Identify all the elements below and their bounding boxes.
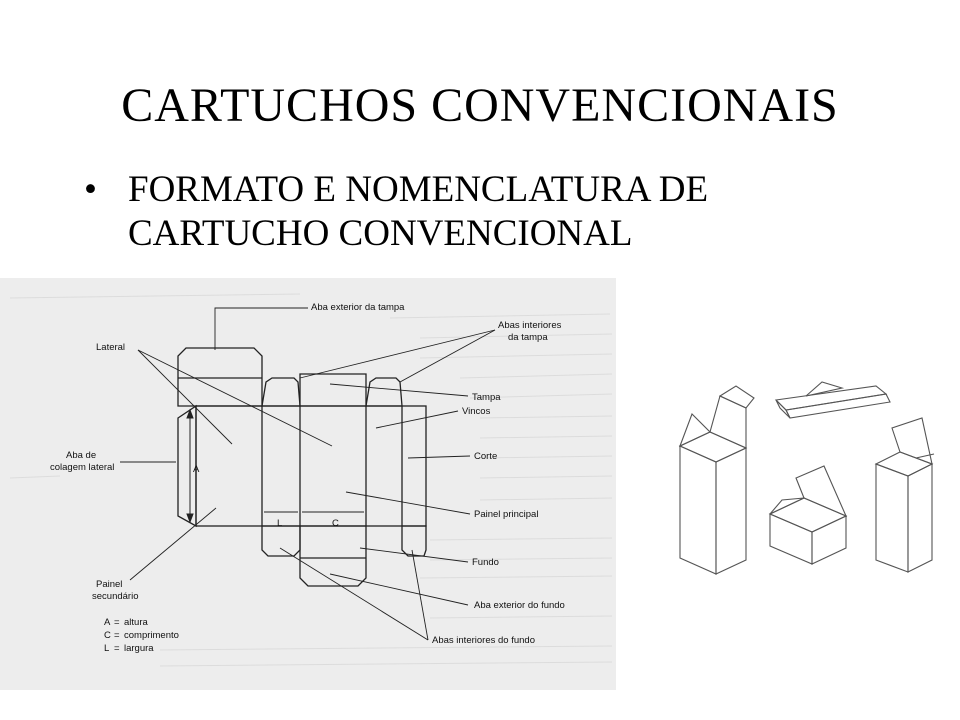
assembled-cartons-illustration	[646, 278, 960, 618]
dim-a-label: A	[193, 464, 200, 475]
carton-tall-right	[876, 418, 934, 572]
label-aba-exterior-tampa: Aba exterior da tampa	[311, 302, 405, 313]
carton-blank-diagram	[0, 278, 616, 690]
dim-c-label: C	[332, 518, 339, 529]
label-aba-exterior-fundo: Aba exterior do fundo	[474, 600, 565, 611]
label-aba-colagem-2: colagem lateral	[50, 462, 115, 473]
legend-value: comprimento	[124, 630, 179, 641]
label-vincos: Vincos	[462, 406, 491, 417]
label-tampa: Tampa	[472, 392, 501, 403]
label-aba-colagem-1: Aba de	[66, 450, 97, 461]
label-painel-principal: Painel principal	[474, 509, 539, 520]
dim-l-label: L	[277, 518, 283, 529]
label-painel-secundario-1: Painel	[96, 579, 123, 590]
legend-value: largura	[124, 643, 154, 654]
carton-tall-open	[680, 386, 754, 574]
slide-title: CARTUCHOS CONVENCIONAIS	[121, 79, 839, 132]
carton-long-flat	[776, 382, 890, 418]
bullet-dot: •	[84, 169, 97, 210]
legend-key: A	[104, 617, 111, 628]
label-lateral: Lateral	[96, 342, 126, 353]
label-painel-secundario-2: secundário	[92, 591, 139, 602]
legend-value: altura	[124, 617, 148, 628]
label-fundo: Fundo	[472, 557, 499, 568]
label-abas-interiores-tampa-2: da tampa	[508, 332, 548, 343]
bullet-text: FORMATO E NOMENCLATURA DE CARTUCHO CONVENCIONAL	[128, 169, 709, 254]
label-abas-interiores-tampa-1: Abas interiores	[498, 320, 562, 331]
legend-eq: =	[114, 617, 120, 628]
legend-key: C	[104, 630, 111, 641]
legend-eq: =	[114, 643, 120, 654]
carton-small-box	[770, 466, 846, 564]
label-corte: Corte	[474, 451, 498, 462]
legend-key: L	[104, 643, 110, 654]
label-abas-interiores-fundo: Abas interiores do fundo	[432, 635, 535, 646]
legend-eq: =	[114, 630, 120, 641]
